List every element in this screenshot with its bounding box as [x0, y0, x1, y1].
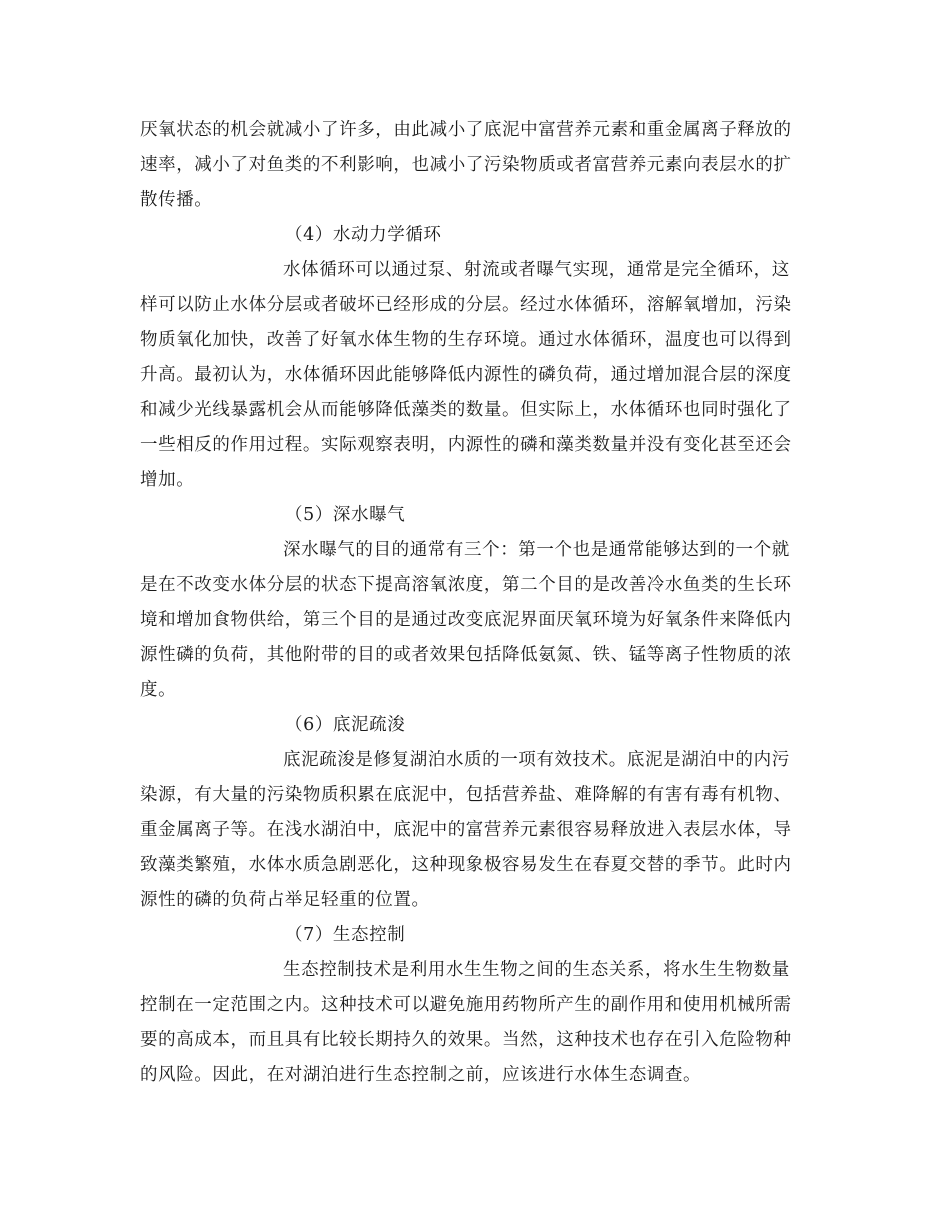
paragraph-first-line: 底泥疏浚是修复湖泊水质的一项有效技术。底泥是湖泊中的内污 — [283, 750, 790, 770]
body-line: 要的高成本，而且具有比较长期持久的效果。当然，这种技术也存在引入危险物种 — [140, 1030, 792, 1050]
body-line: 重金属离子等。在浅水湖泊中，底泥中的富营养元素很容易释放进入表层水体，导 — [140, 820, 792, 840]
body-line: 散传播。 — [140, 190, 213, 210]
section-heading: （6）底泥疏浚 — [285, 715, 406, 735]
section-heading: （5）深水曝气 — [285, 505, 406, 525]
section-heading: （4）水动力学循环 — [285, 225, 442, 245]
body-line: 致藻类繁殖，水体水质急剧恶化，这种现象极容易发生在春夏交替的季节。此时内 — [140, 855, 792, 875]
body-line: 的风险。因此，在对湖泊进行生态控制之前，应该进行水体生态调查。 — [140, 1065, 702, 1085]
body-line: 样可以防止水体分层或者破坏已经形成的分层。经过水体循环，溶解氧增加，污染 — [140, 295, 792, 315]
body-line: 一些相反的作用过程。实际观察表明，内源性的磷和藻类数量并没有变化甚至还会 — [140, 435, 792, 455]
body-line: 是在不改变水体分层的状态下提高溶氧浓度，第二个目的是改善冷水鱼类的生长环 — [140, 575, 792, 595]
paragraph-first-line: 生态控制技术是利用水生生物之间的生态关系，将水生生物数量 — [283, 960, 790, 980]
body-line: 物质氧化加快，改善了好氧水体生物的生存环境。通过水体循环，温度也可以得到 — [140, 330, 792, 350]
body-line: 境和增加食物供给，第三个目的是通过改变底泥界面厌氧环境为好氧条件来降低内 — [140, 610, 792, 630]
paragraph-first-line: 深水曝气的目的通常有三个：第一个也是通常能够达到的一个就 — [283, 540, 790, 560]
body-line: 源性磷的负荷，其他附带的目的或者效果包括降低氨氮、铁、锰等离子性物质的浓 — [140, 645, 792, 665]
body-line: 度。 — [140, 680, 177, 700]
paragraph-first-line: 水体循环可以通过泵、射流或者曝气实现，通常是完全循环，这 — [283, 260, 790, 280]
body-line: 染源，有大量的污染物质积累在底泥中，包括营养盐、难降解的有害有毒有机物、 — [140, 785, 792, 805]
body-line: 增加。 — [140, 470, 195, 490]
body-line: 和减少光线暴露机会从而能够降低藻类的数量。但实际上，水体循环也同时强化了 — [140, 400, 792, 420]
body-line: 源性的磷的负荷占举足轻重的位置。 — [140, 890, 430, 910]
body-line: 厌氧状态的机会就减小了许多，由此减小了底泥中富营养元素和重金属离子释放的 — [140, 120, 792, 140]
body-line: 控制在一定范围之内。这种技术可以避免施用药物所产生的副作用和使用机械所需 — [140, 995, 792, 1015]
body-line: 速率，减小了对鱼类的不利影响，也减小了污染物质或者富营养元素向表层水的扩 — [140, 155, 792, 175]
section-heading: （7）生态控制 — [285, 925, 406, 945]
body-line: 升高。最初认为，水体循环因此能够降低内源性的磷负荷，通过增加混合层的深度 — [140, 365, 792, 385]
